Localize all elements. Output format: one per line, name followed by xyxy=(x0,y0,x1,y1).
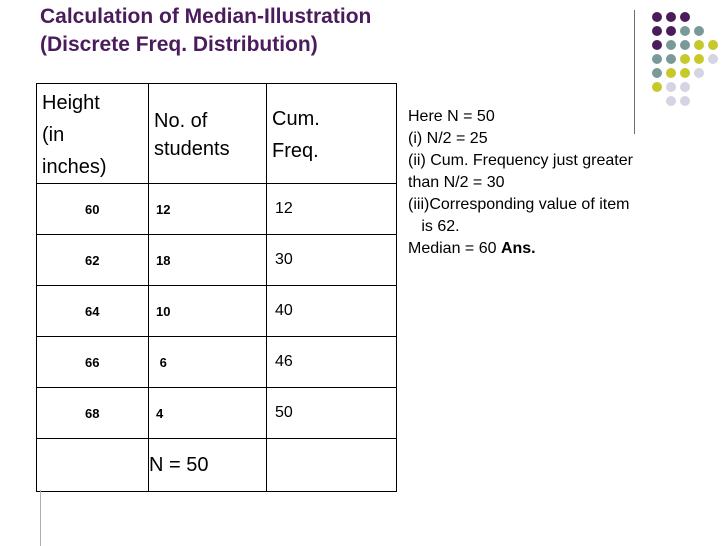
cell-empty xyxy=(267,439,397,492)
note-line: (i) N/2 = 25 xyxy=(408,130,488,147)
table-row xyxy=(37,235,397,286)
table-header-row xyxy=(37,84,397,184)
note-line: is 62. xyxy=(408,218,460,235)
cell-height: 66 xyxy=(37,337,149,388)
decorative-vertical-line xyxy=(40,490,41,546)
table-row xyxy=(37,337,397,388)
answer-label: Ans. xyxy=(500,240,536,257)
dot-icon xyxy=(652,12,662,22)
note-line: (ii) Cum. Frequency just greater xyxy=(408,152,633,169)
dot-icon xyxy=(680,54,690,64)
cell-cum-freq: 40 xyxy=(267,286,397,337)
dot-icon xyxy=(708,40,718,50)
dot-icon xyxy=(666,40,676,50)
dot-icon xyxy=(666,12,676,22)
dot-icon xyxy=(652,54,662,64)
dot-icon xyxy=(666,68,676,78)
note-line: Here N = 50 xyxy=(408,108,495,125)
median-answer-line xyxy=(408,238,708,260)
dot-icon xyxy=(708,54,718,64)
dot-icon xyxy=(680,12,690,22)
dot-icon xyxy=(680,40,690,50)
slide-title xyxy=(40,3,371,59)
table-total-row xyxy=(37,439,397,492)
header-height xyxy=(37,84,149,184)
cell-cum-freq: 46 xyxy=(267,337,397,388)
dot-icon xyxy=(666,26,676,36)
dot-icon xyxy=(694,40,704,50)
cell-students: 12 xyxy=(149,184,267,235)
header-cum-freq xyxy=(267,84,397,184)
header-line: Height xyxy=(42,92,100,114)
header-line: Freq. xyxy=(272,140,319,162)
cell-cum-freq: 50 xyxy=(267,388,397,439)
note-line: (iii)Corresponding value of item xyxy=(408,196,630,213)
dot-icon xyxy=(666,96,676,106)
header-line: Cum. xyxy=(272,108,320,130)
dot-icon xyxy=(652,68,662,78)
cell-height: 60 xyxy=(37,184,149,235)
cell-students: 18 xyxy=(149,235,267,286)
header-line: students xyxy=(154,138,230,160)
cell-students: 6 xyxy=(149,337,267,388)
dot-icon xyxy=(694,54,704,64)
dot-icon xyxy=(694,26,704,36)
cell-cum-freq: 12 xyxy=(267,184,397,235)
dot-icon xyxy=(694,68,704,78)
median-answer-text: Median = 60 xyxy=(408,240,501,257)
cell-empty xyxy=(37,439,149,492)
cell-students: 4 xyxy=(149,388,267,439)
dot-icon xyxy=(652,82,662,92)
cell-height: 62 xyxy=(37,235,149,286)
cell-students: 10 xyxy=(149,286,267,337)
cell-height: 64 xyxy=(37,286,149,337)
header-line: (in xyxy=(42,124,65,146)
cell-height: 68 xyxy=(37,388,149,439)
header-line: No. of xyxy=(154,110,208,132)
header-students xyxy=(149,84,267,184)
dot-icon xyxy=(652,26,662,36)
cell-cum-freq: 30 xyxy=(267,235,397,286)
cell-total-n: N = 50 xyxy=(149,439,267,492)
dot-icon xyxy=(666,82,676,92)
dot-icon xyxy=(680,96,690,106)
note-line: than N/2 = 30 xyxy=(408,174,505,191)
title-line-2: (Discrete Freq. Distribution) xyxy=(40,33,318,56)
dot-icon xyxy=(680,68,690,78)
dot-icon xyxy=(652,40,662,50)
title-line-1: Calculation of Median-Illustration xyxy=(40,5,372,28)
table-row xyxy=(37,286,397,337)
calculation-notes xyxy=(408,106,708,260)
dot-icon xyxy=(680,26,690,36)
dot-icon xyxy=(680,82,690,92)
table-row xyxy=(37,184,397,235)
header-line: inches) xyxy=(42,156,107,178)
frequency-table xyxy=(36,83,397,492)
table-row xyxy=(37,388,397,439)
dot-icon xyxy=(666,54,676,64)
